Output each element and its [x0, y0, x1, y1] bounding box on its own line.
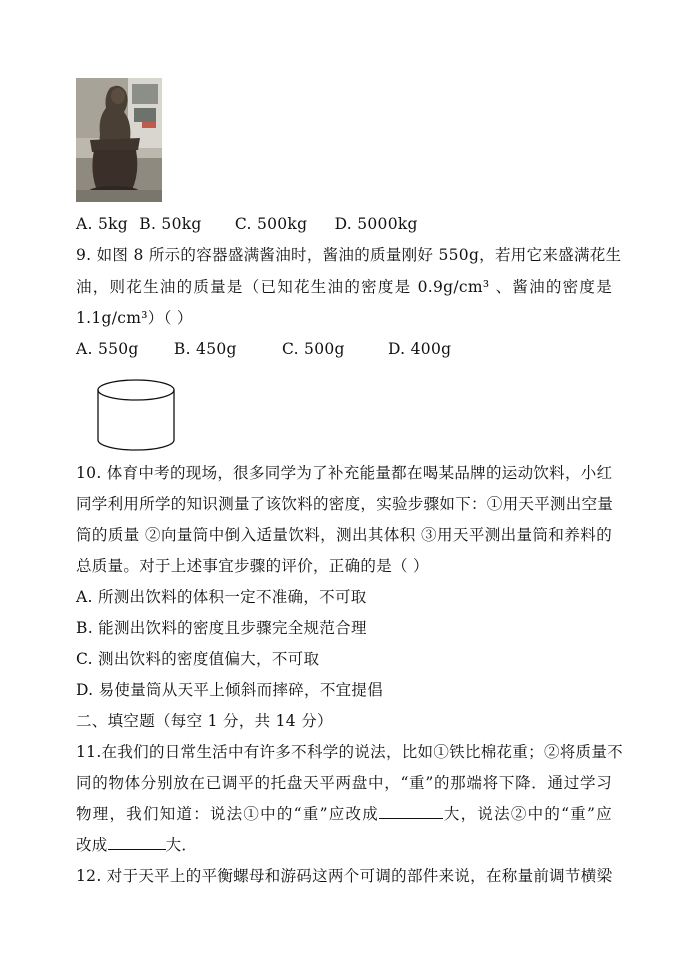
q12-line-1: 12. 对于天平上的平衡螺母和游码这两个可调的部件来说，在称量前调节横梁: [76, 867, 613, 885]
q8-option-a[interactable]: A. 5kg: [76, 215, 129, 233]
q11-line-1: 11.在我们的日常生活中有许多不科学的说法，比如①铁比棉花重；②将质量不: [76, 743, 623, 761]
q8-option-b[interactable]: B. 50kg: [139, 215, 202, 233]
q10-option-b[interactable]: B. 能测出饮料的密度且步骤完全规范合理: [76, 619, 367, 637]
q10-option-c[interactable]: C. 测出饮料的密度值偏大，不可取: [76, 650, 320, 668]
q11-blank-1[interactable]: [379, 804, 443, 819]
q8-options: [76, 214, 418, 234]
statue-photo: [76, 78, 162, 202]
q10-line-4: 总质量。对于上述事宜步骤的评价，正确的是（ ）: [76, 557, 429, 575]
q10-option-a[interactable]: A. 所测出饮料的体积一定不准确，不可取: [76, 588, 367, 606]
q8-option-c[interactable]: C. 500kg: [234, 215, 308, 233]
q9-line-1: 9. 如图 8 所示的容器盛满酱油时，酱油的质量刚好 550g，若用它来盛满花生: [76, 246, 622, 264]
q9-option-b[interactable]: B. 450g: [173, 340, 237, 358]
q8-option-d[interactable]: D. 5000kg: [334, 215, 418, 233]
q9-option-c[interactable]: C. 500g: [281, 340, 345, 358]
q10-option-d[interactable]: D. 易使量筒从天平上倾斜而摔碎，不宜提倡: [76, 681, 384, 699]
q11-line-4-text-a: 改成: [76, 836, 108, 854]
q11-line-3-text-a: 物理，我们知道：说法①中的“重”应改成: [76, 805, 379, 823]
q11-line-3: [76, 804, 612, 824]
q9-options: [76, 339, 451, 359]
q10-line-2: 同学利用所学的知识测量了该饮料的密度，实验步骤如下：①用天平测出空量: [76, 495, 614, 513]
statue-image: [76, 78, 162, 202]
q9-option-a[interactable]: A. 550g: [76, 340, 139, 358]
q9-line-2: 油，则花生油的质量是（已知花生油的密度是 0.9g/cm³ 、酱油的密度是: [76, 278, 612, 296]
q11-line-4-text-b: 大．: [165, 836, 198, 854]
q11-line-2: 同的物体分别放在已调平的托盘天平两盘中，“重”的那端将下降．通过学习: [76, 774, 612, 792]
q11-line-4: [76, 835, 197, 855]
cylinder-container-figure: [96, 378, 176, 454]
q10-line-3: 筒的质量 ②向量筒中倒入适量饮料，测出其体积 ③用天平测出量筒和养料的: [76, 526, 612, 544]
q10-line-1: 10. 体育中考的现场，很多同学为了补充能量都在喝某品牌的运动饮料，小红: [76, 464, 613, 482]
q9-line-3: 1.1g/cm³）（ ）: [76, 309, 193, 327]
q11-line-3-text-b: 大，说法②中的“重”应: [442, 805, 612, 823]
q9-option-d[interactable]: D. 400g: [388, 340, 452, 358]
q11-blank-2[interactable]: [108, 835, 166, 850]
section-title-fill-in: 二、填空题（每空 1 分，共 14 分）: [76, 712, 333, 730]
